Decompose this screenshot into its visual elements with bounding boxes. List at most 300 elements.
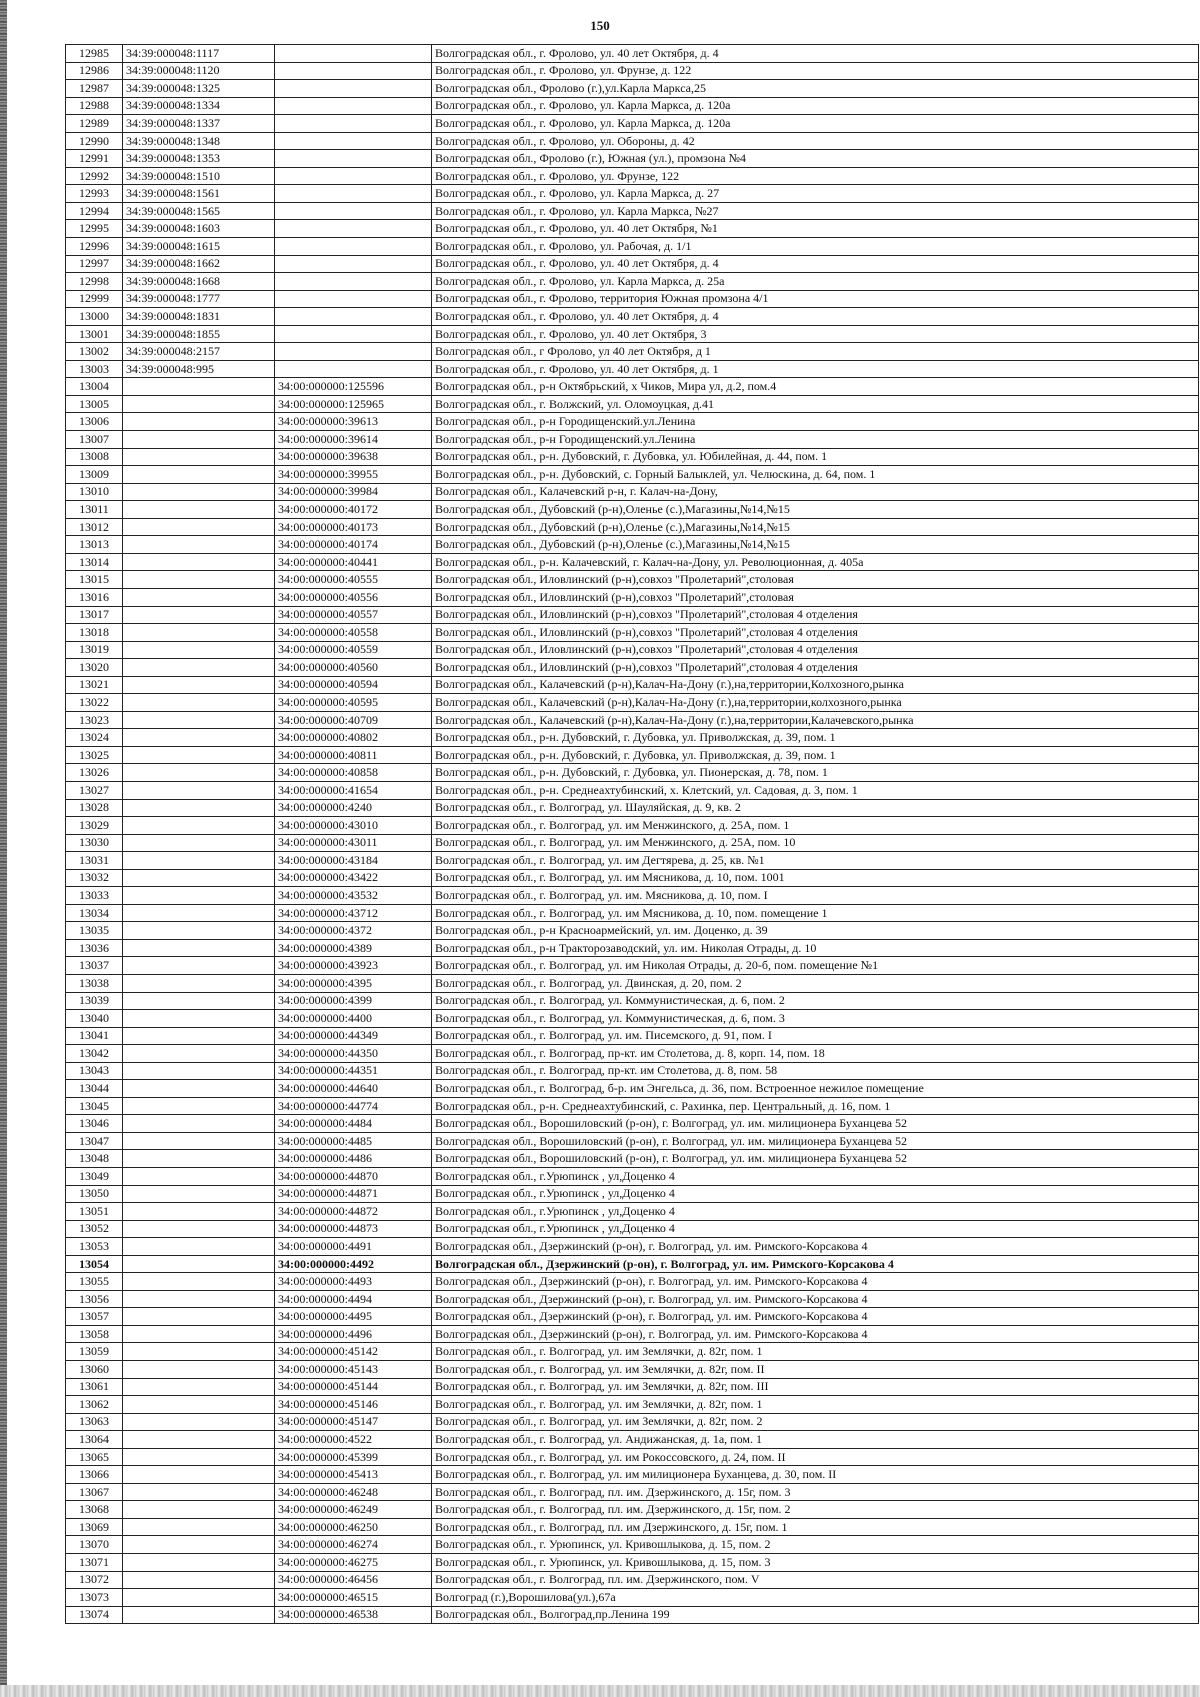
cadastral-number-new-cell: 34:00:000000:46515 xyxy=(275,1589,432,1607)
cadastral-number-old-cell xyxy=(123,1606,275,1624)
row-number-cell: 13039 xyxy=(66,992,123,1010)
row-number-cell: 13028 xyxy=(66,799,123,817)
table-row xyxy=(66,1343,1199,1361)
cadastral-number-new-cell: 34:00:000000:43184 xyxy=(275,852,432,870)
row-number-cell: 13067 xyxy=(66,1483,123,1501)
row-number-cell: 13003 xyxy=(66,360,123,378)
cadastral-number-old-cell xyxy=(123,1308,275,1326)
cadastral-number-new-cell: 34:00:000000:40555 xyxy=(275,571,432,589)
address-cell: Волгоградская обл., г. Волгоград, пр-кт. им Столетова, д. 8, пом. 58 xyxy=(432,1062,1199,1080)
table-row xyxy=(66,62,1199,80)
table-row xyxy=(66,887,1199,905)
row-number-cell: 13057 xyxy=(66,1308,123,1326)
table-row xyxy=(66,202,1199,220)
cadastral-number-old-cell: 34:39:000048:1668 xyxy=(123,273,275,291)
address-cell: Волгоградская обл., г Фролово, ул 40 лет Октября, д 1 xyxy=(432,343,1199,361)
cadastral-number-new-cell xyxy=(275,343,432,361)
table-row xyxy=(66,939,1199,957)
table-row xyxy=(66,852,1199,870)
cadastral-number-old-cell xyxy=(123,1554,275,1572)
cadastral-number-new-cell: 34:00:000000:40595 xyxy=(275,694,432,712)
cadastral-number-new-cell: 34:00:000000:4240 xyxy=(275,799,432,817)
address-cell: Волгоградская обл., г. Волгоград, ул. им Землячки, д. 82г, пом. III xyxy=(432,1378,1199,1396)
address-cell: Волгоградская обл., г. Волгоград, пл. им. Дзержинского, пом. V xyxy=(432,1571,1199,1589)
cadastral-number-new-cell: 34:00:000000:46538 xyxy=(275,1606,432,1624)
cadastral-number-old-cell xyxy=(123,659,275,677)
table-row xyxy=(66,571,1199,589)
table-row xyxy=(66,1097,1199,1115)
cadastral-number-old-cell: 34:39:000048:1120 xyxy=(123,62,275,80)
table-row xyxy=(66,624,1199,642)
cadastral-number-new-cell: 34:00:000000:40559 xyxy=(275,641,432,659)
row-number-cell: 13007 xyxy=(66,431,123,449)
address-cell: Волгоградская обл., г. Волгоград, ул. им милиционера Буханцева, д. 30, пом. II xyxy=(432,1466,1199,1484)
row-number-cell: 13019 xyxy=(66,641,123,659)
cadastral-number-new-cell xyxy=(275,360,432,378)
cadastral-number-old-cell: 34:39:000048:1337 xyxy=(123,115,275,133)
cadastral-number-new-cell: 34:00:000000:43010 xyxy=(275,817,432,835)
cadastral-number-new-cell: 34:00:000000:125965 xyxy=(275,395,432,413)
address-cell: Волгоградская обл., г. Волгоград, ул. Коммунистическая, д. 6, пом. 2 xyxy=(432,992,1199,1010)
row-number-cell: 13022 xyxy=(66,694,123,712)
row-number-cell: 13004 xyxy=(66,378,123,396)
cadastral-number-old-cell xyxy=(123,413,275,431)
cadastral-number-new-cell: 34:00:000000:40558 xyxy=(275,624,432,642)
row-number-cell: 13014 xyxy=(66,553,123,571)
cadastral-number-old-cell xyxy=(123,1132,275,1150)
row-number-cell: 13053 xyxy=(66,1238,123,1256)
cadastral-number-old-cell xyxy=(123,1361,275,1379)
table-row xyxy=(66,1010,1199,1028)
cadastral-number-old-cell xyxy=(123,1080,275,1098)
row-number-cell: 13040 xyxy=(66,1010,123,1028)
cadastral-number-new-cell: 34:00:000000:39984 xyxy=(275,483,432,501)
cadastral-number-new-cell: 34:00:000000:44640 xyxy=(275,1080,432,1098)
cadastral-number-old-cell xyxy=(123,483,275,501)
table-row xyxy=(66,1080,1199,1098)
row-number-cell: 13043 xyxy=(66,1062,123,1080)
row-number-cell: 13011 xyxy=(66,501,123,519)
table-row xyxy=(66,466,1199,484)
cadastral-number-old-cell: 34:39:000048:1348 xyxy=(123,132,275,150)
row-number-cell: 12990 xyxy=(66,132,123,150)
row-number-cell: 13024 xyxy=(66,729,123,747)
address-cell: Волгоградская обл., г. Волгоград, ул. Двинская, д. 20, пом. 2 xyxy=(432,974,1199,992)
table-row xyxy=(66,185,1199,203)
cadastral-number-new-cell xyxy=(275,238,432,256)
cadastral-number-old-cell xyxy=(123,1097,275,1115)
row-number-cell: 13068 xyxy=(66,1501,123,1519)
address-cell: Волгоградская обл., г. Фролово, ул. Обороны, д. 42 xyxy=(432,132,1199,150)
address-cell: Волгоградская обл., г. Фролово, ул. 40 лет Октября, д. 4 xyxy=(432,255,1199,273)
address-cell: Волгоградская обл., г. Волгоград, ул. им Землячки, д. 82г, пом. 2 xyxy=(432,1413,1199,1431)
cadastral-number-old-cell xyxy=(123,852,275,870)
address-cell: Волгоградская обл., Дзержинский (р-он), г. Волгоград, ул. им. Римского-Корсакова 4 xyxy=(432,1255,1199,1273)
cadastral-number-old-cell xyxy=(123,1536,275,1554)
address-cell: Волгоградская обл., г. Волгоград, ул. Шауляйская, д. 9, кв. 2 xyxy=(432,799,1199,817)
cadastral-number-new-cell: 34:00:000000:4389 xyxy=(275,939,432,957)
scan-edge-bottom xyxy=(0,1685,1200,1697)
cadastral-number-old-cell xyxy=(123,448,275,466)
address-cell: Волгоградская обл., г. Фролово, ул. 40 лет Октября, №1 xyxy=(432,220,1199,238)
cadastral-number-new-cell: 34:00:000000:40173 xyxy=(275,518,432,536)
address-cell: Волгоградская обл., г.Урюпинск , ул,Доценко 4 xyxy=(432,1220,1199,1238)
address-cell: Волгоградская обл., Дубовский (р-н),Оленье (с.),Магазины,№14,№15 xyxy=(432,536,1199,554)
cadastral-number-old-cell xyxy=(123,606,275,624)
row-number-cell: 12996 xyxy=(66,238,123,256)
cadastral-number-new-cell: 34:00:000000:46456 xyxy=(275,1571,432,1589)
address-cell: Волгоградская обл., г. Волгоград, ул. им Николая Отрады, д. 20-б, пом. помещение №1 xyxy=(432,957,1199,975)
address-cell: Волгоградская обл., г. Волгоград, ул. им. Мясникова, д. 10, пом. I xyxy=(432,887,1199,905)
cadastral-number-new-cell: 34:00:000000:4372 xyxy=(275,922,432,940)
address-cell: Волгоградская обл., Дзержинский (р-он), г. Волгоград, ул. им. Римского-Корсакова 4 xyxy=(432,1273,1199,1291)
address-cell: Волгоградская обл., Калачевский (р-н),Калач-На-Дону (г.),на,территории,колхозного,рынка xyxy=(432,694,1199,712)
table-row xyxy=(66,536,1199,554)
cadastral-number-new-cell: 34:00:000000:44872 xyxy=(275,1203,432,1221)
table-row xyxy=(66,501,1199,519)
table-row xyxy=(66,992,1199,1010)
address-cell: Волгоградская обл., Дзержинский (р-он), г. Волгоград, ул. им. Римского-Корсакова 4 xyxy=(432,1308,1199,1326)
cadastral-number-old-cell xyxy=(123,869,275,887)
cadastral-number-old-cell xyxy=(123,1220,275,1238)
address-cell: Волгоградская обл., г. Фролово, ул. 40 лет Октября, д. 1 xyxy=(432,360,1199,378)
table-row xyxy=(66,325,1199,343)
cadastral-number-old-cell xyxy=(123,729,275,747)
cadastral-number-old-cell xyxy=(123,553,275,571)
cadastral-number-new-cell: 34:00:000000:39638 xyxy=(275,448,432,466)
row-number-cell: 13018 xyxy=(66,624,123,642)
row-number-cell: 13037 xyxy=(66,957,123,975)
row-number-cell: 12997 xyxy=(66,255,123,273)
row-number-cell: 13001 xyxy=(66,325,123,343)
cadastral-number-old-cell xyxy=(123,974,275,992)
cadastral-number-old-cell xyxy=(123,1062,275,1080)
cadastral-number-new-cell: 34:00:000000:4400 xyxy=(275,1010,432,1028)
address-cell: Волгоградская обл., г. Волгоград, ул. Андижанская, д. 1а, пом. 1 xyxy=(432,1431,1199,1449)
table-row xyxy=(66,1483,1199,1501)
cadastral-number-old-cell xyxy=(123,1518,275,1536)
cadastral-number-old-cell xyxy=(123,694,275,712)
cadastral-number-new-cell: 34:00:000000:40858 xyxy=(275,764,432,782)
cadastral-number-new-cell: 34:00:000000:43011 xyxy=(275,834,432,852)
row-number-cell: 13012 xyxy=(66,518,123,536)
table-row xyxy=(66,1589,1199,1607)
table-row xyxy=(66,1308,1199,1326)
address-cell: Волгоградская обл., г. Фролово, ул. Карла Маркса, д. 27 xyxy=(432,185,1199,203)
cadastral-number-old-cell: 34:39:000048:1117 xyxy=(123,45,275,63)
row-number-cell: 13035 xyxy=(66,922,123,940)
row-number-cell: 13013 xyxy=(66,536,123,554)
cadastral-number-old-cell xyxy=(123,588,275,606)
row-number-cell: 12985 xyxy=(66,45,123,63)
row-number-cell: 12992 xyxy=(66,167,123,185)
cadastral-number-new-cell: 34:00:000000:45146 xyxy=(275,1396,432,1414)
address-cell: Волгоградская обл., г. Волгоград, ул. им Рокоссовского, д. 24, пом. II xyxy=(432,1448,1199,1466)
row-number-cell: 12993 xyxy=(66,185,123,203)
table-row xyxy=(66,729,1199,747)
row-number-cell: 13029 xyxy=(66,817,123,835)
address-cell: Волгоградская обл., р-н Городищенский.ул.Ленина xyxy=(432,431,1199,449)
table-row xyxy=(66,518,1199,536)
cadastral-number-new-cell: 34:00:000000:46274 xyxy=(275,1536,432,1554)
table-row xyxy=(66,80,1199,98)
cadastral-number-old-cell xyxy=(123,1378,275,1396)
table-row xyxy=(66,343,1199,361)
table-row xyxy=(66,904,1199,922)
cadastral-number-new-cell: 34:00:000000:40594 xyxy=(275,676,432,694)
table-row xyxy=(66,817,1199,835)
cadastral-number-new-cell: 34:00:000000:43422 xyxy=(275,869,432,887)
table-row xyxy=(66,45,1199,63)
cadastral-number-old-cell: 34:39:000048:1662 xyxy=(123,255,275,273)
row-number-cell: 13045 xyxy=(66,1097,123,1115)
row-number-cell: 12999 xyxy=(66,290,123,308)
row-number-cell: 13060 xyxy=(66,1361,123,1379)
address-cell: Волгоградская обл., г. Фролово, ул. Фрунзе, д. 122 xyxy=(432,62,1199,80)
cadastral-number-new-cell: 34:00:000000:43532 xyxy=(275,887,432,905)
row-number-cell: 13025 xyxy=(66,746,123,764)
row-number-cell: 13052 xyxy=(66,1220,123,1238)
cadastral-number-old-cell xyxy=(123,1343,275,1361)
row-number-cell: 13009 xyxy=(66,466,123,484)
table-row xyxy=(66,957,1199,975)
cadastral-number-new-cell: 34:00:000000:4395 xyxy=(275,974,432,992)
row-number-cell: 13074 xyxy=(66,1606,123,1624)
address-cell: Волгоградская обл., г. Фролово, ул. 40 лет Октября, д. 4 xyxy=(432,45,1199,63)
cadastral-number-old-cell xyxy=(123,957,275,975)
scan-edge-left xyxy=(0,0,7,1697)
cadastral-number-old-cell xyxy=(123,1238,275,1256)
address-cell: Волгоградская обл., г. Волгоград, ул. им Землячки, д. 82г, пом. 1 xyxy=(432,1396,1199,1414)
row-number-cell: 13071 xyxy=(66,1554,123,1572)
table-row xyxy=(66,1571,1199,1589)
table-row xyxy=(66,290,1199,308)
address-cell: Волгоградская обл., Ворошиловский (р-он), г. Волгоград, ул. им. милиционера Буханцева 52 xyxy=(432,1132,1199,1150)
cadastral-number-old-cell: 34:39:000048:1831 xyxy=(123,308,275,326)
cadastral-number-new-cell: 34:00:000000:40560 xyxy=(275,659,432,677)
address-cell: Волгоградская обл., г.Урюпинск , ул,Доценко 4 xyxy=(432,1168,1199,1186)
row-number-cell: 13031 xyxy=(66,852,123,870)
cadastral-number-new-cell: 34:00:000000:4522 xyxy=(275,1431,432,1449)
table-row xyxy=(66,360,1199,378)
cadastral-number-old-cell: 34:39:000048:1855 xyxy=(123,325,275,343)
row-number-cell: 13010 xyxy=(66,483,123,501)
table-row xyxy=(66,1273,1199,1291)
cadastral-number-new-cell xyxy=(275,62,432,80)
cadastral-number-new-cell: 34:00:000000:40557 xyxy=(275,606,432,624)
row-number-cell: 13021 xyxy=(66,676,123,694)
address-cell: Волгоградская обл., г. Фролово, ул. 40 лет Октября, д. 4 xyxy=(432,308,1199,326)
row-number-cell: 13023 xyxy=(66,711,123,729)
cadastral-number-new-cell: 34:00:000000:45142 xyxy=(275,1343,432,1361)
address-cell: Волгоградская обл., г. Волгоград, ул. им Мясникова, д. 10, пом. 1001 xyxy=(432,869,1199,887)
address-cell: Волгоградская обл., г. Волгоград, ул. им Землячки, д. 82г, пом. 1 xyxy=(432,1343,1199,1361)
table-row xyxy=(66,1501,1199,1519)
row-number-cell: 13062 xyxy=(66,1396,123,1414)
cadastral-number-new-cell: 34:00:000000:4399 xyxy=(275,992,432,1010)
cadastral-number-old-cell: 34:39:000048:995 xyxy=(123,360,275,378)
table-row xyxy=(66,834,1199,852)
table-row xyxy=(66,1062,1199,1080)
row-number-cell: 13016 xyxy=(66,588,123,606)
cadastral-number-new-cell: 34:00:000000:40709 xyxy=(275,711,432,729)
table-row xyxy=(66,1132,1199,1150)
cadastral-number-new-cell: 34:00:000000:4485 xyxy=(275,1132,432,1150)
table-row xyxy=(66,1325,1199,1343)
cadastral-number-old-cell xyxy=(123,1571,275,1589)
page-number: 150 xyxy=(590,18,610,33)
cadastral-number-new-cell xyxy=(275,308,432,326)
table-row xyxy=(66,448,1199,466)
table-row xyxy=(66,641,1199,659)
cadastral-number-old-cell xyxy=(123,1185,275,1203)
table-row xyxy=(66,922,1199,940)
cadastral-number-new-cell: 34:00:000000:4494 xyxy=(275,1290,432,1308)
cadastral-number-new-cell: 34:00:000000:125596 xyxy=(275,378,432,396)
table-row xyxy=(66,132,1199,150)
address-cell: Волгоградская обл., р-н Городищенский.ул.Ленина xyxy=(432,413,1199,431)
table-row xyxy=(66,97,1199,115)
cadastral-number-new-cell: 34:00:000000:44871 xyxy=(275,1185,432,1203)
cadastral-number-old-cell: 34:39:000048:1561 xyxy=(123,185,275,203)
cadastral-number-old-cell xyxy=(123,624,275,642)
table-row xyxy=(66,1168,1199,1186)
address-cell: Волгоградская обл., Иловлинский (р-н),совхоз "Пролетарий",столовая 4 отделения xyxy=(432,641,1199,659)
cadastral-number-new-cell xyxy=(275,132,432,150)
cadastral-number-new-cell: 34:00:000000:4484 xyxy=(275,1115,432,1133)
cadastral-number-new-cell xyxy=(275,80,432,98)
table-row xyxy=(66,1378,1199,1396)
row-number-cell: 13008 xyxy=(66,448,123,466)
address-cell: Волгоградская обл., г. Волгоград, пл. им. Дзержинского, д. 15г, пом. 3 xyxy=(432,1483,1199,1501)
address-cell: Волгоградская обл., Дубовский (р-н),Оленье (с.),Магазины,№14,№15 xyxy=(432,501,1199,519)
cadastral-number-old-cell xyxy=(123,1290,275,1308)
cadastral-number-new-cell: 34:00:000000:4491 xyxy=(275,1238,432,1256)
address-cell: Волгоградская обл., Иловлинский (р-н),совхоз "Пролетарий",столовая 4 отделения xyxy=(432,624,1199,642)
cadastral-number-old-cell xyxy=(123,799,275,817)
cadastral-number-new-cell: 34:00:000000:45147 xyxy=(275,1413,432,1431)
cadastral-number-old-cell xyxy=(123,1589,275,1607)
cadastral-number-new-cell: 34:00:000000:40802 xyxy=(275,729,432,747)
cadastral-number-new-cell xyxy=(275,220,432,238)
address-cell: Волгоградская обл., Иловлинский (р-н),совхоз "Пролетарий",столовая xyxy=(432,571,1199,589)
cadastral-number-old-cell xyxy=(123,781,275,799)
table-row xyxy=(66,308,1199,326)
cadastral-number-old-cell xyxy=(123,887,275,905)
cadastral-number-new-cell: 34:00:000000:43923 xyxy=(275,957,432,975)
address-cell: Волгоградская обл., Калачевский (р-н),Калач-На-Дону (г.),на,территории,Калачевского,рынка xyxy=(432,711,1199,729)
address-cell: Волгоградская обл., г. Волгоград, б-р. им Энгельса, д. 36, пом. Встроенное нежилое помещение xyxy=(432,1080,1199,1098)
cadastral-number-new-cell: 34:00:000000:40441 xyxy=(275,553,432,571)
table-row xyxy=(66,115,1199,133)
address-cell: Волгоградская обл., р-н Тракторозаводский, ул. им. Николая Отрады, д. 10 xyxy=(432,939,1199,957)
table-row xyxy=(66,1466,1199,1484)
address-cell: Волгоградская обл., г. Волжский, ул. Оломоуцкая, д.41 xyxy=(432,395,1199,413)
cadastral-number-new-cell: 34:00:000000:44351 xyxy=(275,1062,432,1080)
cadastral-number-old-cell xyxy=(123,1325,275,1343)
address-cell: Волгоградская обл., г. Волгоград, ул. Коммунистическая, д. 6, пом. 3 xyxy=(432,1010,1199,1028)
cadastral-number-new-cell xyxy=(275,185,432,203)
cadastral-number-new-cell: 34:00:000000:44870 xyxy=(275,1168,432,1186)
row-number-cell: 13026 xyxy=(66,764,123,782)
address-cell: Волгоградская обл., г.Урюпинск , ул,Доценко 4 xyxy=(432,1185,1199,1203)
cadastral-number-old-cell: 34:39:000048:1325 xyxy=(123,80,275,98)
cadastral-number-new-cell: 34:00:000000:45413 xyxy=(275,1466,432,1484)
address-cell: Волгоградская обл., р-н Октябрьский, х Чиков, Мира ул, д.2, пом.4 xyxy=(432,378,1199,396)
cadastral-number-old-cell xyxy=(123,1115,275,1133)
cadastral-number-new-cell: 34:00:000000:4492 xyxy=(275,1255,432,1273)
cadastral-number-old-cell xyxy=(123,641,275,659)
cadastral-number-new-cell: 34:00:000000:44873 xyxy=(275,1220,432,1238)
row-number-cell: 13000 xyxy=(66,308,123,326)
cadastral-number-old-cell xyxy=(123,1203,275,1221)
address-cell: Волгоградская обл., Дзержинский (р-он), г. Волгоград, ул. им. Римского-Корсакова 4 xyxy=(432,1238,1199,1256)
row-number-cell: 13015 xyxy=(66,571,123,589)
table-row xyxy=(66,395,1199,413)
address-cell: Волгоградская обл., р-н. Дубовский, с. Горный Балыклей, ул. Челюскина, д. 64, пом. 1 xyxy=(432,466,1199,484)
address-cell: Волгоградская обл., г. Урюпинск, ул. Кривошлыкова, д. 15, пом. 2 xyxy=(432,1536,1199,1554)
address-cell: Волгоград (г.),Ворошилова(ул.),67а xyxy=(432,1589,1199,1607)
cadastral-number-new-cell: 34:00:000000:4495 xyxy=(275,1308,432,1326)
cadastral-number-old-cell xyxy=(123,1273,275,1291)
table-row xyxy=(66,238,1199,256)
address-cell: Волгоградская обл., Калачевский (р-н),Калач-На-Дону (г.),на,территории,Колхозного,рынка xyxy=(432,676,1199,694)
address-cell: Волгоградская обл., р-н. Дубовский, г. Дубовка, ул. Приволжская, д. 39, пом. 1 xyxy=(432,729,1199,747)
address-cell: Волгоградская обл., р-н. Дубовский, г. Дубовка, ул. Пионерская, д. 78, пом. 1 xyxy=(432,764,1199,782)
cadastral-number-new-cell: 34:00:000000:40172 xyxy=(275,501,432,519)
table-row xyxy=(66,659,1199,677)
cadastral-number-old-cell xyxy=(123,1483,275,1501)
address-cell: Волгоградская обл., р-н. Дубовский, г. Дубовка, ул. Приволжская, д. 39, пом. 1 xyxy=(432,746,1199,764)
cadastral-number-new-cell: 34:00:000000:43712 xyxy=(275,904,432,922)
cadastral-number-old-cell: 34:39:000048:1510 xyxy=(123,167,275,185)
table-row xyxy=(66,1115,1199,1133)
cadastral-number-new-cell: 34:00:000000:45143 xyxy=(275,1361,432,1379)
cadastral-number-old-cell: 34:39:000048:1603 xyxy=(123,220,275,238)
cadastral-number-new-cell: 34:00:000000:40174 xyxy=(275,536,432,554)
address-cell: Волгоградская обл., г. Волгоград, ул. им. Писемского, д. 91, пом. I xyxy=(432,1027,1199,1045)
address-cell: Волгоградская обл., Дубовский (р-н),Оленье (с.),Магазины,№14,№15 xyxy=(432,518,1199,536)
table-row xyxy=(66,1413,1199,1431)
address-cell: Волгоградская обл., Дзержинский (р-он), г. Волгоград, ул. им. Римского-Корсакова 4 xyxy=(432,1290,1199,1308)
cadastral-number-old-cell xyxy=(123,676,275,694)
address-cell: Волгоградская обл., г. Фролово, ул. Карла Маркса, д. 120а xyxy=(432,115,1199,133)
table-row xyxy=(66,799,1199,817)
cadastral-number-old-cell xyxy=(123,904,275,922)
table-row xyxy=(66,150,1199,168)
row-number-cell: 12988 xyxy=(66,97,123,115)
table-row xyxy=(66,1238,1199,1256)
row-number-cell: 13072 xyxy=(66,1571,123,1589)
cadastral-number-new-cell: 34:00:000000:39613 xyxy=(275,413,432,431)
row-number-cell: 13030 xyxy=(66,834,123,852)
table-row xyxy=(66,1255,1199,1273)
table-row xyxy=(66,1027,1199,1045)
address-cell: Волгоградская обл., г. Волгоград, ул. им Дегтярева, д. 25, кв. №1 xyxy=(432,852,1199,870)
address-cell: Волгоградская обл., г. Волгоград, ул. им Менжинского, д. 25А, пом. 10 xyxy=(432,834,1199,852)
registry-body xyxy=(66,45,1199,1624)
table-row xyxy=(66,606,1199,624)
row-number-cell: 13049 xyxy=(66,1168,123,1186)
cadastral-number-old-cell xyxy=(123,922,275,940)
cadastral-number-new-cell xyxy=(275,45,432,63)
address-cell: Волгоградская обл., г. Волгоград, пл. им Дзержинского, д. 15г, пом. 1 xyxy=(432,1518,1199,1536)
cadastral-number-new-cell: 34:00:000000:4493 xyxy=(275,1273,432,1291)
row-number-cell: 13032 xyxy=(66,869,123,887)
cadastral-number-old-cell xyxy=(123,746,275,764)
cadastral-number-new-cell: 34:00:000000:46275 xyxy=(275,1554,432,1572)
row-number-cell: 12994 xyxy=(66,202,123,220)
